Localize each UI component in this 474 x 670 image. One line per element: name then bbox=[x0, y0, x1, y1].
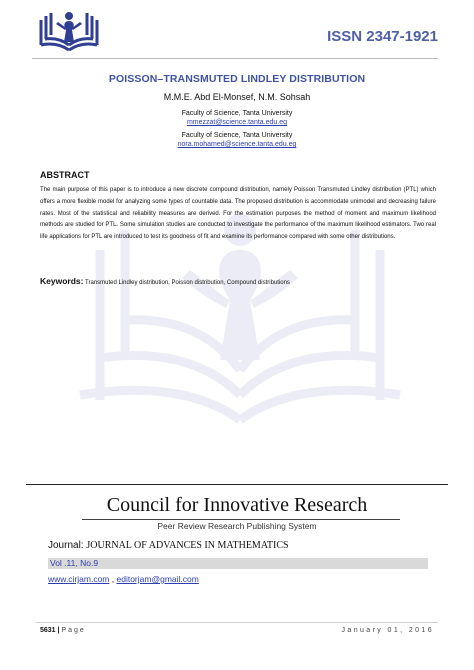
page-number: 5631 bbox=[40, 627, 56, 634]
page-number-line bbox=[40, 627, 86, 634]
footer-divider bbox=[26, 484, 448, 485]
affiliation-email-link[interactable]: mmezzat@science.tanta.edu.eg bbox=[186, 119, 288, 126]
council-name: Council for Innovative Research bbox=[106, 494, 368, 516]
footer-links bbox=[48, 574, 199, 584]
link-separator: , bbox=[109, 574, 117, 584]
affiliation-email-link[interactable]: nora.mohamed@science.tanta.edu.eg bbox=[177, 141, 297, 148]
journal-label: Journal: bbox=[48, 540, 87, 551]
affiliation-org: Faculty of Science, Tanta University bbox=[181, 110, 293, 117]
header-divider bbox=[32, 58, 438, 59]
volume-bar bbox=[48, 558, 428, 569]
journal-line bbox=[48, 540, 289, 551]
affiliation-1 bbox=[0, 109, 474, 127]
keywords-text: Transmuted Lindley distribution, Poisson distribution, Compound distributions bbox=[85, 280, 290, 286]
council-divider bbox=[82, 519, 400, 520]
journal-name: JOURNAL OF ADVANCES IN MATHEMATICS bbox=[86, 540, 289, 551]
abstract-text: The main purpose of this paper is to introduce a new discrete compound distribution, namely Poisson Transmuted Lindley distribution (PTL) which offers a more flexible model for analyzing some types of countable data. The proposed distribution is accommodate unimodel and decreasing failure rates. Most of the statistical and reliability measures are derived. For the estimation purposes the method of moment and maximum likelihood methods are studied for PTL. Some simulation studies are conducted to investigate the performance of the maximum likelihood estimators. Two real life applications for PTL are introduced to test its goodness of fit and examine its performance compared with some other distributions. bbox=[40, 187, 436, 241]
page-footer-divider bbox=[36, 622, 438, 623]
volume-issue: Vol .11, No.9 bbox=[50, 558, 99, 568]
journal-logo-icon bbox=[38, 8, 100, 54]
council-tagline: Peer Review Research Publishing System bbox=[157, 521, 317, 531]
paper-authors: M.M.E. Abd El-Monsef, N.M. Sohsah bbox=[163, 92, 311, 102]
paper-title: POISSON–TRANSMUTED LINDLEY DISTRIBUTION bbox=[108, 73, 366, 85]
affiliation-org: Faculty of Science, Tanta University bbox=[181, 132, 293, 139]
publication-date: January 01, 2016 bbox=[341, 627, 434, 634]
website-link[interactable]: www.cirjam.com bbox=[48, 574, 110, 584]
abstract-heading: ABSTRACT bbox=[40, 170, 90, 180]
affiliation-2 bbox=[0, 131, 474, 149]
editor-email-link[interactable]: editorjam@gmail.com bbox=[116, 574, 199, 584]
page-separator: | bbox=[55, 627, 62, 634]
page-word: Page bbox=[61, 627, 86, 634]
issn-number: ISSN 2347-1921 bbox=[327, 28, 438, 45]
keywords-label: Keywords: bbox=[40, 276, 84, 286]
keywords-line bbox=[40, 276, 440, 286]
